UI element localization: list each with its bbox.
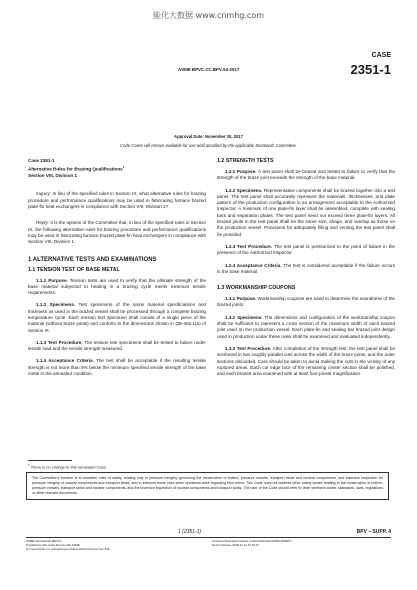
license-line: Not for Resale, 2018-12-14 10:15:37 bbox=[212, 542, 259, 547]
case-id: Case 2351-1 bbox=[28, 158, 55, 163]
asme-identifier: ASME BPVC.CC.BPV.S4-2017 bbox=[178, 67, 240, 72]
case-title-line bbox=[28, 164, 206, 173]
para-1-1-4-text: The test shall be acceptable if the resulting tensile strength is not more than 5% below the minimum specified tensile strength of the base metal in the annealed condition. bbox=[28, 358, 206, 377]
right-column bbox=[217, 158, 395, 383]
para-1-2-3 bbox=[217, 244, 395, 257]
case-title: Alternative Rules for Brazing Qualifications bbox=[28, 166, 123, 172]
code-note: Code Cases will remain available for use until annulled by the applicable Standards Committee. bbox=[120, 143, 297, 148]
para-1-1-2-label: 1.1.2 Specimens. bbox=[36, 302, 76, 308]
para-1-2-4-text: The test is considered acceptable if the failure occurs in the base material. bbox=[217, 262, 396, 274]
reply-label: Reply: bbox=[36, 220, 50, 226]
para-1-1-1-label: 1.1.1 Purpose. bbox=[36, 277, 68, 283]
para-1-2-1-label: 1.2.1 Purpose. bbox=[225, 169, 257, 174]
footnote-ref: 1 bbox=[122, 165, 125, 170]
para-1-3-3-text: After completion of the strength test, the test panel shall be sectioned in two roughly parallel cuts across the width of the braze joints, and the outer sections discarded. Care should be taken to avoid making the cuts in the vicinity of any ruptured areas. Each cut edge face of the remaining center section shall be polished, and each brazed area examined with at least four-power magnification. bbox=[217, 345, 395, 377]
license-line: Licensee=Shanghai Institute of Standardization/5996-5059877 bbox=[212, 539, 292, 543]
license-line: ASME International (BPVC) bbox=[26, 539, 62, 543]
para-1-1-4-label: 1.1.4 Acceptance Criteria. bbox=[36, 358, 94, 364]
para-1-2-1 bbox=[217, 169, 395, 182]
para-1-3-2 bbox=[217, 315, 395, 340]
reply-text: It is the opinion of the Committee that, in lieu of the specified rules in Section IX, the following alternative rules for brazing procedure and performance qualifications may be used in fabricating furnace brazed plate-fin heat exchangers in compliance with Section VIII, Division 1. bbox=[28, 220, 206, 245]
license-line: Provided by IHS under license with ASME bbox=[26, 542, 80, 547]
para-1-3-3 bbox=[217, 346, 395, 377]
case-label: CASE bbox=[371, 52, 391, 59]
para-1-2-3-label: 1.2.3 Test Procedure. bbox=[225, 243, 273, 249]
para-1-1-4 bbox=[28, 358, 206, 377]
committee-notice-box: The Committee's function is to establish rules of safety, relating only to pressure integrity, governing the construction of boilers, pressure vessels, transport tanks and nuclear components, and inservice inspection for pressure integrity of nuclear components and transport tanks, and to interpret these rules when questions arise regarding their intent. This Code does not address other safety issues relating to the construction of boilers, pressure vessels, transport tanks and nuclear components, and the inservice inspection of nuclear components and transport tanks. The user of the Code should refer to other pertinent codes, standards, laws, regulations or other relevant documents. bbox=[26, 472, 389, 500]
para-1-1-1-text: Tension tests are used to verify that the ultimate strength of the base material subjected to heating in a brazing cycle meets minimum tensile requirements. bbox=[28, 277, 206, 296]
para-1-1-3-text: The tension test specimens shall be tested to failure under tensile load and the tensile strength measured. bbox=[28, 339, 206, 352]
para-1-1-1 bbox=[28, 278, 206, 297]
section-1-heading: 1 ALTERNATIVE TESTS AND EXAMINATIONS bbox=[28, 256, 157, 263]
para-1-3-3-label: 1.3.3 Test Procedure. bbox=[225, 345, 272, 351]
watermark: 能化大数据 www.cnmhg.com bbox=[152, 11, 265, 20]
para-1-2-2-text: Representative components shall be brazed together into a test panel. The test panel shall accurately represent the materials, thicknesses, and plate pattern of the production configuration in an arrangement acceptable to the Authorized Inspector. A minimum of one plate-fin layer shall be assembled, complete with sealing bars and separation plates. The test panel need not exceed three plate-fin layers. All brazed joints in the test panel shall be the same size, shape, and overlap as those on the production vessel. Provisions for adequately filling and venting the test panel shall be provided. bbox=[217, 187, 396, 237]
footnote bbox=[28, 463, 107, 469]
para-1-2-2 bbox=[217, 188, 395, 238]
para-1-1-3 bbox=[28, 340, 206, 353]
para-1-1-3-label: 1.1.3 Test Procedure. bbox=[36, 339, 83, 345]
page-number: 1 (2351-1) bbox=[178, 529, 202, 535]
supplement-label: BPV – SUPP. 4 bbox=[356, 529, 391, 535]
left-column bbox=[28, 158, 206, 383]
para-1-3-1-label: 1.3.1 Purpose. bbox=[225, 296, 257, 302]
footnote-text: There is no change to this reinstated Case. bbox=[30, 464, 107, 470]
inquiry-paragraph bbox=[28, 191, 206, 210]
license-mid bbox=[212, 540, 292, 548]
footnote-mark: 1 bbox=[28, 463, 30, 467]
section-1-3-heading: 1.3 WORKMANSHIP COUPONS bbox=[217, 285, 296, 292]
section-1-2-heading: 1.2 STRENGTH TESTS bbox=[217, 158, 274, 164]
inquiry-text: In lieu of the specified rules in Section IX, what alternative rules for brazing procedure and performance qualifications may be used in fabricating furnace brazed plate-fin heat exchangers in compliance with Section VIII, Division 1? bbox=[28, 191, 206, 210]
case-section: Section VIII, Division 1 bbox=[28, 173, 78, 179]
para-1-2-3-text: The test panel is pressurized to the point of failure in the presence of the Authorized Inspector. bbox=[217, 243, 395, 256]
para-1-1-2-text: Test specimens of the same material specifications and thickness as used in the brazed vessel shall be processed through a complete brazing temperature cycle. Each tension test specimen shall consist of a single piece of the material (without braze joints) and conform to the dimensions shown in QB-462.1(a) of Section IX. bbox=[28, 302, 206, 333]
approval-date: Approval Date: November 30, 2017 bbox=[174, 134, 243, 139]
para-1-3-2-text: The dimensions and configuration of the workmanship coupon shall be sufficient to represent a cross section of the maximum width of each brazed joint used on the production vessel. Each plate-fin and sealing bar brazed joint design used in production under these rules shall be examined and evaluated independently. bbox=[217, 314, 395, 339]
para-1-2-4-label: 1.2.4 Acceptance Criteria. bbox=[225, 262, 282, 268]
para-1-3-1 bbox=[217, 296, 395, 309]
footer-divider bbox=[26, 537, 391, 538]
case-number: 2351-1 bbox=[350, 62, 391, 77]
para-1-3-1-text: Workmanship coupons are used to determine the soundness of the brazed joints. bbox=[217, 296, 395, 308]
para-1-2-4 bbox=[217, 263, 395, 276]
section-1-1-heading: 1.1 TENSION TEST OF BASE METAL bbox=[28, 266, 120, 273]
license-line: No reproduction or networking permitted without license from IHS bbox=[26, 546, 110, 551]
para-1-2-1-text: A test panel shall be brazed and tested to failure to verify that the strength of the braze joint exceeds the strength of the base material. bbox=[217, 169, 396, 181]
para-1-2-2-label: 1.2.2 Specimens. bbox=[225, 187, 263, 193]
para-1-3-2-label: 1.3.2 Specimens. bbox=[225, 314, 263, 320]
case-heading bbox=[28, 158, 206, 179]
para-1-1-2 bbox=[28, 302, 206, 333]
inquiry-label: Inquiry: bbox=[36, 191, 52, 197]
footnote-divider bbox=[28, 460, 72, 461]
license-left bbox=[26, 540, 110, 551]
reply-paragraph bbox=[28, 220, 206, 245]
